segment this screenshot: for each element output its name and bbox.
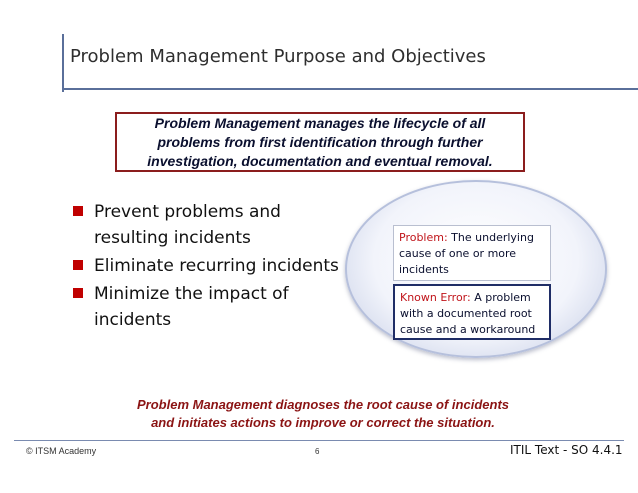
objective-line: Prevent problems and <box>94 202 281 222</box>
title-accent-horizontal-line <box>62 88 638 90</box>
slide-title: Problem Management Purpose and Objectives <box>70 46 486 67</box>
problem-term: Problem: <box>399 231 448 244</box>
known-error-definition-box <box>393 284 551 340</box>
summary-statement <box>108 396 538 432</box>
definition-text: incidents <box>399 263 449 276</box>
square-bullet-icon <box>73 206 83 216</box>
objective-line: Minimize the impact of <box>94 284 289 304</box>
objective-item <box>73 281 339 333</box>
square-bullet-icon <box>73 260 83 270</box>
objectives-list <box>73 199 339 335</box>
banner-line: problems from first identification through further <box>157 133 483 150</box>
objective-item <box>73 253 339 279</box>
definition-text: with a documented root <box>400 307 532 320</box>
copyright-text: © ITSM Academy <box>26 446 97 456</box>
page-number: 6 <box>315 447 320 456</box>
banner-line: Problem Management manages the lifecycle of all <box>154 114 486 131</box>
title-accent-vertical-line <box>62 34 64 92</box>
definition-text: The underlying <box>447 231 534 244</box>
summary-line: Problem Management diagnoses the root cause of incidents <box>136 397 510 412</box>
banner-line: investigation, documentation and eventual removal. <box>147 152 493 169</box>
definition-text: cause of one or more <box>399 247 517 260</box>
objective-item <box>73 199 339 251</box>
source-reference: ITIL Text - SO 4.4.1 <box>510 443 623 457</box>
definition-text: cause and a workaround <box>400 323 536 336</box>
problem-definition-box <box>393 225 551 281</box>
objective-line: incidents <box>94 310 172 330</box>
objective-line: resulting incidents <box>94 228 251 248</box>
objective-line: Eliminate recurring incidents <box>94 256 339 276</box>
purpose-banner <box>115 112 525 172</box>
known-error-term: Known Error: <box>400 291 471 304</box>
definition-text: A problem <box>470 291 531 304</box>
footer-divider <box>14 440 624 441</box>
summary-line: and initiates actions to improve or correct the situation. <box>151 415 495 430</box>
square-bullet-icon <box>73 288 83 298</box>
